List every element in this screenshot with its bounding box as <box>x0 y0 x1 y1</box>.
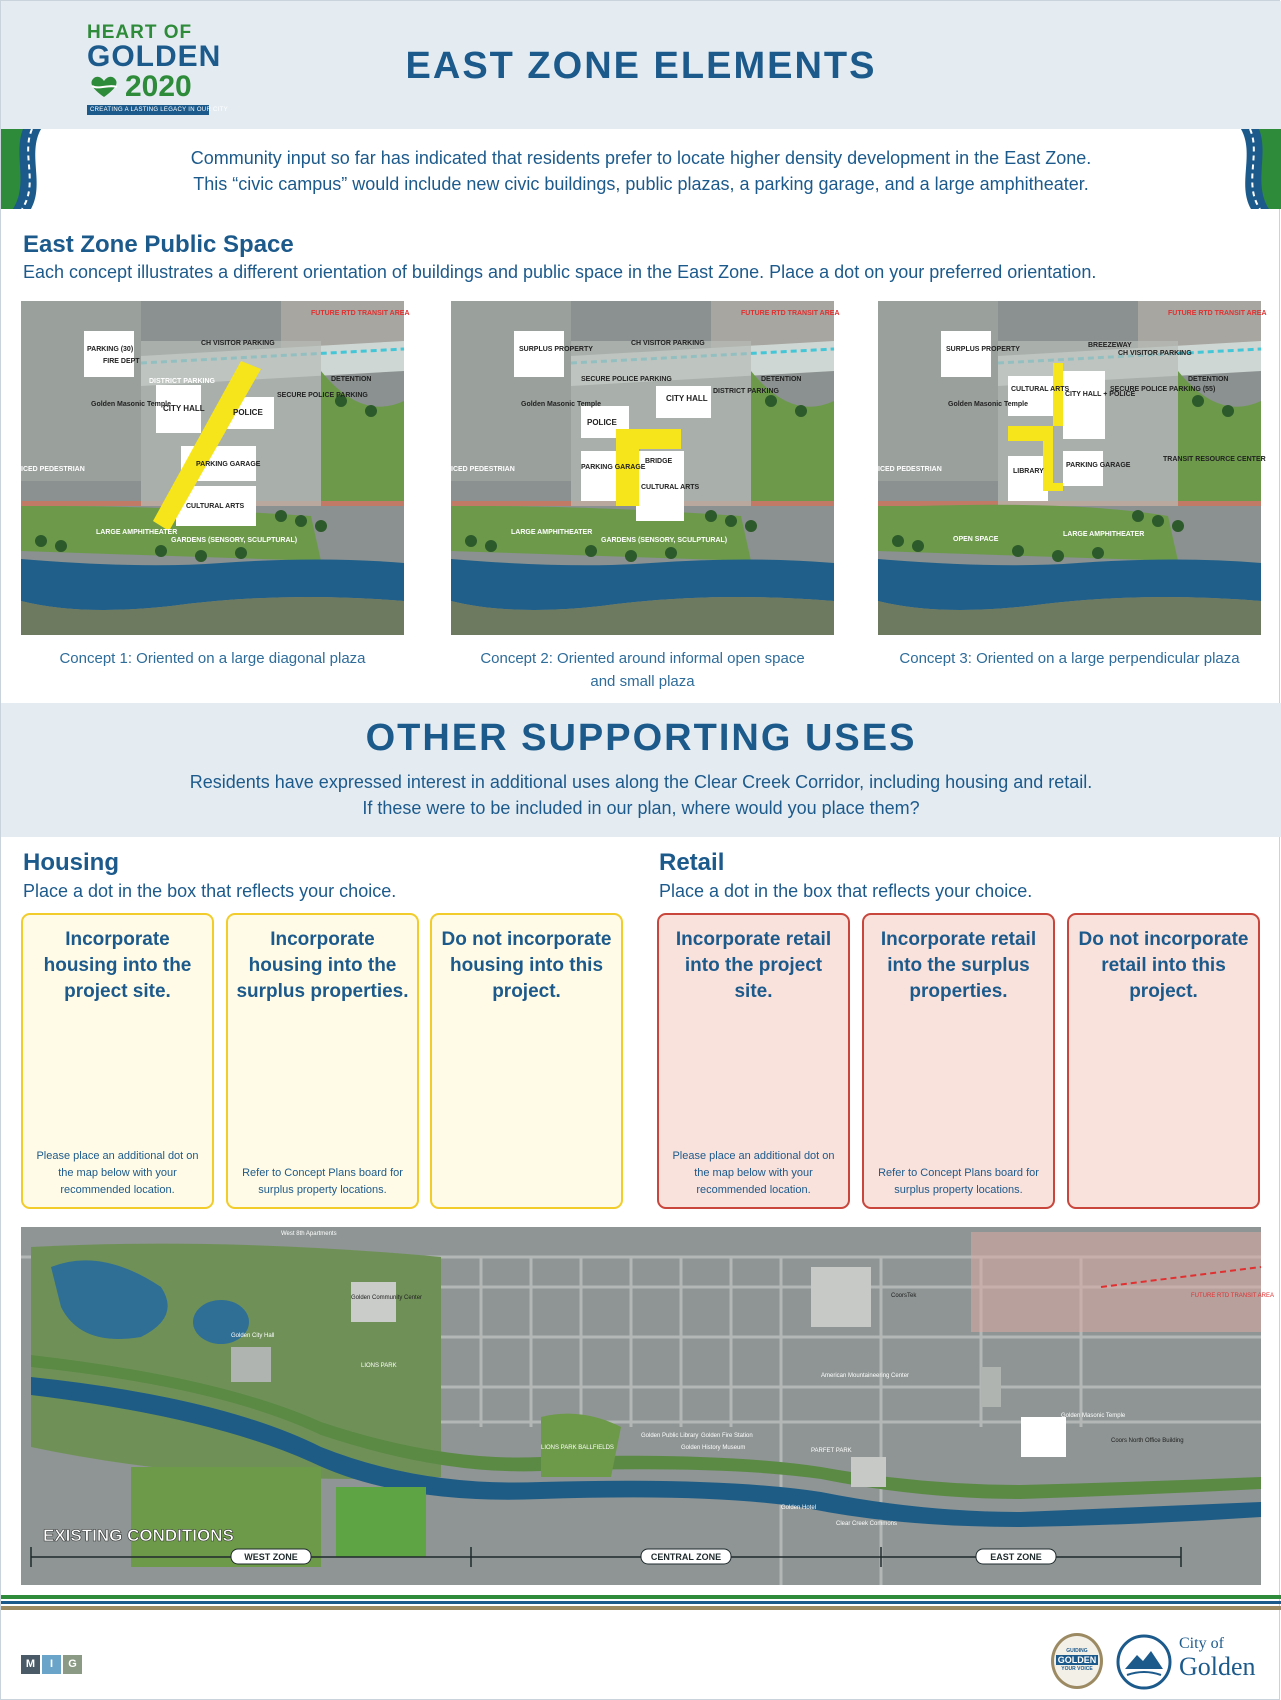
c1-label-ped: ICED PEDESTRIAN <box>21 466 85 473</box>
retail-option-project-site[interactable] <box>657 913 850 1209</box>
concept-1-caption: Concept 1: Oriented on a large diagonal plaza <box>59 650 366 667</box>
existing-conditions-map[interactable] <box>21 1227 1275 1585</box>
place-amc: American Mountaineering Center <box>821 1373 910 1379</box>
guiding-line3: YOUR VOICE <box>1061 1666 1093 1672</box>
page-title: EAST ZONE ELEMENTS <box>405 45 877 87</box>
c2-label-gardens: GARDENS (SENSORY, SCULPTURAL) <box>601 537 728 544</box>
existing-conditions-drawing <box>21 1227 1275 1585</box>
map-label: EXISTING CONDITIONS <box>43 1526 234 1545</box>
c2-label-garage: PARKING GARAGE <box>581 464 646 471</box>
supporting-uses-title: OTHER SUPPORTING USES <box>365 717 917 759</box>
supporting-uses-text <box>121 769 1161 821</box>
c2-label-rtd: FUTURE RTD TRANSIT AREA <box>741 310 840 317</box>
c1-label-visitor: CH VISITOR PARKING <box>201 340 275 347</box>
place-coors-north: Coors North Office Building <box>1111 1438 1184 1444</box>
c1-label-amph: LARGE AMPHITHEATER <box>96 529 178 536</box>
concept-2-caption <box>451 647 834 693</box>
mig-logo <box>21 1655 82 1674</box>
guiding-golden-logo <box>1051 1633 1103 1689</box>
mig-m: M <box>21 1655 40 1674</box>
city-of-golden-emblem <box>1115 1633 1173 1691</box>
place-history: Golden History Museum <box>681 1445 746 1451</box>
retail-option-1-note: Please place an additional dot on the map below with your recommended location. <box>672 1150 835 1196</box>
c2-label-surplus: SURPLUS PROPERTY <box>519 346 593 353</box>
c3-label-ped: ICED PEDESTRIAN <box>878 466 942 473</box>
c1-label-arts: CULTURAL ARTS <box>186 503 245 510</box>
zone-east: EAST ZONE <box>990 1552 1042 1562</box>
concept-2-caption-line2: and small plaza <box>590 673 695 690</box>
c3-label-surplus: SURPLUS PROPERTY <box>946 346 1020 353</box>
c3-label-secure: SECURE POLICE PARKING (55) <box>1110 386 1216 393</box>
intro-text <box>121 145 1161 197</box>
c3-label-rtd: FUTURE RTD TRANSIT AREA <box>1168 310 1267 317</box>
c2-label-ped: ICED PEDESTRIAN <box>451 466 515 473</box>
c3-label-library: LIBRARY <box>1013 468 1044 475</box>
c2-label-bridge: BRIDGE <box>645 458 673 465</box>
zone-west: WEST ZONE <box>244 1552 298 1562</box>
golden-line: Golden <box>1179 1652 1256 1681</box>
c1-label-garage: PARKING GARAGE <box>196 461 261 468</box>
housing-subtitle: Place a dot in the box that reflects your choice. <box>23 881 397 901</box>
supporting-uses-line2: If these were to be included in our plan, where would you place them? <box>362 798 920 818</box>
concept-2-drawing <box>451 301 840 635</box>
c2-label-detention: DETENTION <box>761 376 802 383</box>
c3-label-arts: CULTURAL ARTS <box>1011 386 1070 393</box>
concept-3-caption: Concept 3: Oriented on a large perpendicular plaza <box>899 650 1240 667</box>
place-parfet: PARFET PARK <box>811 1448 852 1454</box>
concept-2-caption-line1: Concept 2: Oriented around informal open space <box>480 650 805 667</box>
concept-2-plan[interactable] <box>451 301 840 635</box>
header-band <box>1 1 1281 129</box>
c2-label-police: POLICE <box>587 418 617 427</box>
c2-label-cityhall: CITY HALL <box>666 394 708 403</box>
c3-label-detention: DETENTION <box>1188 376 1229 383</box>
place-ballfields: LIONS PARK BALLFIELDS <box>541 1445 614 1451</box>
housing-option-none[interactable] <box>430 913 623 1209</box>
place-masonic: Golden Masonic Temple <box>1061 1413 1126 1419</box>
place-fire: Golden Fire Station <box>701 1433 753 1439</box>
housing-option-1-title: Incorporate housing into the project site. <box>43 929 192 1002</box>
c1-label-cityhall: CITY HALL <box>163 404 205 413</box>
concept-1-plan[interactable] <box>21 301 410 635</box>
road-graphic-right <box>1223 129 1281 209</box>
c3-label-open: OPEN SPACE <box>953 536 999 543</box>
c3-label-masonic: Golden Masonic Temple <box>948 401 1028 408</box>
c2-label-arts: CULTURAL ARTS <box>641 484 700 491</box>
road-graphic-left <box>1 129 59 209</box>
logo-year: 2020 <box>125 70 192 103</box>
place-library: Golden Public Library <box>641 1433 699 1439</box>
housing-option-1-note: Please place an additional dot on the map below with your recommended location. <box>36 1150 199 1196</box>
c1-label-parking: PARKING (30) <box>87 346 134 353</box>
retail-option-surplus[interactable] <box>862 913 1055 1209</box>
place-community-center: Golden Community Center <box>351 1295 423 1301</box>
c2-label-visitor: CH VISITOR PARKING <box>631 340 705 347</box>
supporting-uses-band <box>1 703 1281 837</box>
c1-label-secure: SECURE POLICE PARKING <box>277 392 368 399</box>
housing-option-project-site[interactable] <box>21 913 214 1209</box>
housing-option-2-note: Refer to Concept Plans board for surplus property locations. <box>242 1167 403 1196</box>
c2-label-secure: SECURE POLICE PARKING <box>581 376 672 383</box>
mig-g: G <box>63 1655 82 1674</box>
city-of-golden-wordmark <box>1179 1635 1256 1681</box>
place-city-hall: Golden City Hall <box>231 1333 275 1339</box>
intro-line1: Community input so far has indicated that residents prefer to locate higher density development in the East Zone. <box>190 148 1092 168</box>
place-coorstek: CoorsTek <box>891 1293 917 1299</box>
c2-label-district: DISTRICT PARKING <box>713 388 779 395</box>
c2-label-masonic: Golden Masonic Temple <box>521 401 601 408</box>
guiding-line1: GUIDING <box>1066 1648 1088 1654</box>
c1-label-detention: DETENTION <box>331 376 372 383</box>
guiding-line2: GOLDEN <box>1057 1655 1097 1665</box>
place-commons: Clear Creek Commons <box>836 1521 898 1527</box>
logo-line2: GOLDEN <box>87 40 222 73</box>
retail-option-2-note: Refer to Concept Plans board for surplus property locations. <box>878 1167 1039 1196</box>
supporting-uses-line1: Residents have expressed interest in additional uses along the Clear Creek Corridor, including housing and retail. <box>189 772 1093 792</box>
retail-title: Retail <box>659 849 725 876</box>
c2-label-amph: LARGE AMPHITHEATER <box>511 529 593 536</box>
retail-subtitle: Place a dot in the box that reflects your choice. <box>659 881 1033 901</box>
c1-label-masonic: Golden Masonic Temple <box>91 401 171 408</box>
housing-option-3-title: Do not incorporate housing into this project. <box>441 929 612 1002</box>
concept-3-drawing <box>878 301 1267 635</box>
zone-central: CENTRAL ZONE <box>650 1552 722 1562</box>
stripe-blue <box>1 1601 1281 1604</box>
c3-label-transit: TRANSIT RESOURCE CENTER <box>1163 456 1266 463</box>
concept-1-drawing <box>21 301 410 635</box>
mig-i: I <box>42 1655 61 1674</box>
logo-line1: HEART OF <box>87 22 193 43</box>
place-rtd: FUTURE RTD TRANSIT AREA <box>1191 1293 1275 1299</box>
c1-label-rtd: FUTURE RTD TRANSIT AREA <box>311 310 410 317</box>
stripe-green <box>1 1595 1281 1599</box>
housing-title: Housing <box>23 849 119 876</box>
retail-option-none[interactable] <box>1067 913 1260 1209</box>
c3-label-breezeway: BREEZEWAY <box>1088 342 1132 349</box>
c3-label-visitor: CH VISITOR PARKING <box>1118 350 1192 357</box>
retail-option-2-title: Incorporate retail into the surplus properties. <box>880 929 1037 1002</box>
logo-tagline: CREATING A LASTING LEGACY IN OUR CITY <box>87 105 209 115</box>
c3-label-amph: LARGE AMPHITHEATER <box>1063 531 1145 538</box>
housing-option-surplus[interactable] <box>226 913 419 1209</box>
intro-band <box>1 129 1281 209</box>
retail-option-3-title: Do not incorporate retail into this project. <box>1078 929 1249 1002</box>
c1-label-district: DISTRICT PARKING <box>149 378 215 385</box>
concept-3-plan[interactable] <box>878 301 1267 635</box>
c1-label-gardens: GARDENS (SENSORY, SCULPTURAL) <box>171 537 298 544</box>
city-of-line: City of <box>1179 1635 1224 1652</box>
c3-label-garage: PARKING GARAGE <box>1066 462 1131 469</box>
place-lions-park: LIONS PARK <box>361 1363 397 1369</box>
housing-option-2-title: Incorporate housing into the surplus properties. <box>236 929 409 1002</box>
place-golden-hotel: Golden Hotel <box>781 1505 817 1511</box>
retail-option-1-title: Incorporate retail into the project site. <box>675 929 832 1002</box>
stripe-tan <box>1 1606 1281 1610</box>
place-apartments: West 8th Apartments <box>281 1231 337 1237</box>
c1-label-fire: FIRE DEPT <box>103 358 140 365</box>
public-space-subtitle: Each concept illustrates a different orientation of buildings and public space in the East Zone. Place a dot on your preferred orientation. <box>23 262 1097 282</box>
public-space-title: East Zone Public Space <box>23 231 294 258</box>
c3-label-cityhall: CITY HALL + POLICE <box>1065 391 1136 398</box>
intro-line2: This “civic campus” would include new civic buildings, public plazas, a parking garage, and a large amphitheater. <box>193 174 1089 194</box>
c1-label-police: POLICE <box>233 408 263 417</box>
